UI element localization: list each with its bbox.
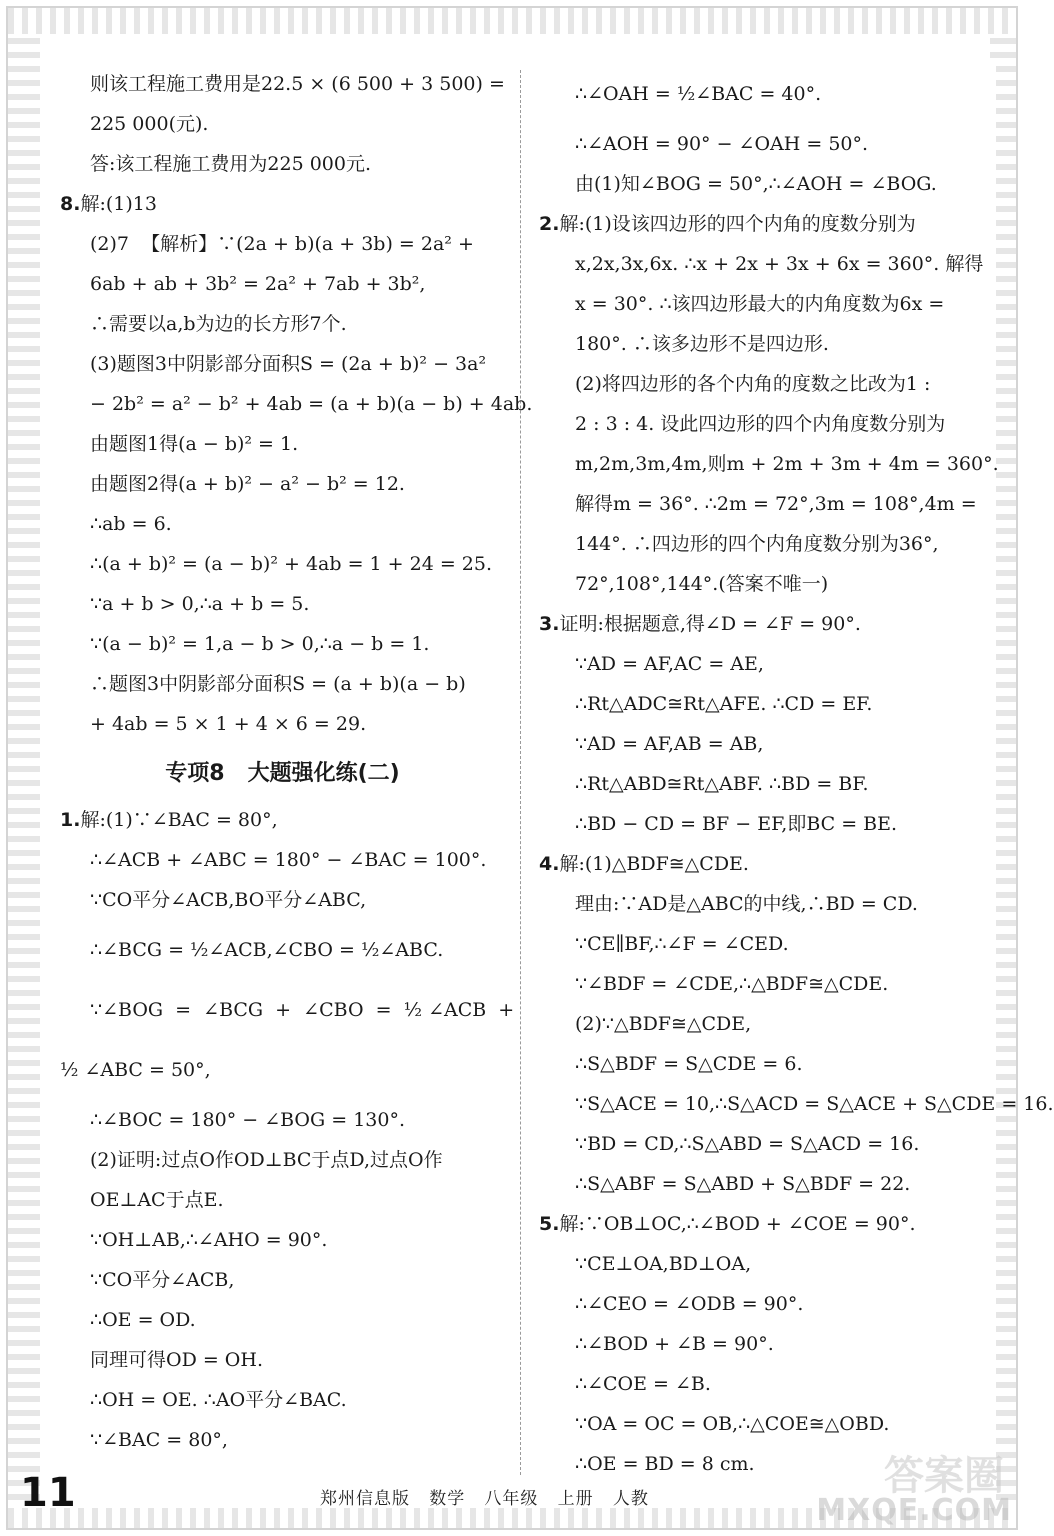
text-line: − 2b² = a² − b² + 4ab = (a + b)(a − b) + 4ab. bbox=[90, 393, 533, 415]
text-line: 144°. ∴四边形的四个内角度数分别为36°, bbox=[575, 533, 939, 555]
text-line: ∵a + b > 0,∴a + b = 5. bbox=[90, 593, 310, 615]
text-line: 225 000(元). bbox=[90, 113, 209, 135]
text-line: 答:该工程施工费用为225 000元. bbox=[90, 153, 372, 175]
text-line: 解:(1)13 bbox=[80, 193, 157, 215]
text-line: 证明:根据题意,得∠D = ∠F = 90°. bbox=[559, 613, 861, 635]
text-line: ∴∠ACB + ∠ABC = 180° − ∠BAC = 100°. bbox=[90, 849, 487, 871]
page-number: 11 bbox=[20, 1470, 76, 1516]
text-line: ∴S△BDF = S△CDE = 6. bbox=[575, 1053, 803, 1075]
question-number: 8. bbox=[60, 193, 81, 215]
text-line: 解:(1)设该四边形的四个内角的度数分别为 bbox=[559, 213, 916, 235]
text-line: ∵∠BOG = ∠BCG + ∠CBO = ½ ∠ACB + bbox=[90, 999, 515, 1021]
text-line: ∴题图3中阴影部分面积S = (a + b)(a − b) bbox=[90, 673, 466, 695]
left-column bbox=[60, 64, 533, 1460]
text-line: m,2m,3m,4m,则m + 2m + 3m + 4m = 360°. bbox=[575, 453, 999, 475]
question-1-line bbox=[60, 800, 505, 840]
question-number: 4. bbox=[539, 853, 560, 875]
text-line: ∴∠CEO = ∠ODB = 90°. bbox=[575, 1293, 804, 1315]
text-line: 由(1)知∠BOG = 50°,∴∠AOH = ∠BOG. bbox=[575, 173, 937, 195]
text-line: ∴OE = OD. bbox=[90, 1309, 196, 1331]
text-line: x,2x,3x,6x. ∴x + 2x + 3x + 6x = 360°. 解得 bbox=[575, 253, 984, 275]
text-line: (2)证明:过点O作OD⊥BC于点D,过点O作 bbox=[90, 1149, 443, 1171]
text-line: ∴∠AOH = 90° − ∠OAH = 50°. bbox=[575, 133, 869, 155]
question-number: 5. bbox=[539, 1213, 560, 1235]
book-info: 郑州信息版 数学 八年级 上册 人教 bbox=[320, 1489, 649, 1509]
text-line: (2)将四边形的各个内角的度数之比改为1 : bbox=[575, 373, 931, 395]
text-line: 则该工程施工费用是22.5 × (6 500 + 3 500) = bbox=[90, 73, 505, 95]
text-line: ∴∠OAH = ½∠BAC = 40°. bbox=[575, 83, 822, 105]
text-line: (2)∵△BDF≅△CDE, bbox=[575, 1013, 752, 1035]
question-5-line bbox=[539, 1204, 990, 1244]
section-heading: 专项8 大题强化练(二) bbox=[165, 761, 400, 786]
text-line: ∵AD = AF,AB = AB, bbox=[575, 733, 764, 755]
text-line: 同理可得OD = OH. bbox=[90, 1349, 263, 1371]
text-line: ∴OE = BD = 8 cm. bbox=[575, 1453, 755, 1475]
text-line: 由题图1得(a − b)² = 1. bbox=[90, 433, 299, 455]
text-line: ∴需要以a,b为边的长方形7个. bbox=[90, 313, 347, 335]
text-line: ∴∠BCG = ½∠ACB,∠CBO = ½∠ABC. bbox=[90, 939, 444, 961]
watermark-logo-text: 答案圈 bbox=[884, 1453, 1004, 1499]
text-line: ∵(a − b)² = 1,a − b > 0,∴a − b = 1. bbox=[90, 633, 430, 655]
right-column bbox=[539, 64, 1054, 1484]
text-line: ∴Rt△ADC≅Rt△AFE. ∴CD = EF. bbox=[575, 693, 873, 715]
text-line: ∵S△ACE = 10,∴S△ACD = S△ACE + S△CDE = 16. bbox=[575, 1093, 1054, 1115]
text-line: ∵∠BDF = ∠CDE,∴△BDF≅△CDE. bbox=[575, 973, 889, 995]
text-line: ∴(a + b)² = (a − b)² + 4ab = 1 + 24 = 25. bbox=[90, 553, 493, 575]
text-line: ∵CO平分∠ACB,BO平分∠ABC, bbox=[90, 889, 367, 911]
text-line: 解:(1)△BDF≅△CDE. bbox=[559, 853, 749, 875]
text-line: ∵OH⊥AB,∴∠AHO = 90°. bbox=[90, 1229, 328, 1251]
text-line: 180°. ∴该多边形不是四边形. bbox=[575, 333, 829, 355]
watermark-site-text: MXQE.COM bbox=[816, 1493, 1012, 1528]
text-line: OE⊥AC于点E. bbox=[90, 1189, 224, 1211]
text-line: ∵CE⊥OA,BD⊥OA, bbox=[575, 1253, 752, 1275]
watermark-logo bbox=[816, 1442, 1012, 1528]
text-line: 由题图2得(a + b)² − a² − b² = 12. bbox=[90, 473, 405, 495]
question-8-line bbox=[60, 184, 505, 224]
text-line: (3)题图3中阴影部分面积S = (2a + b)² − 3a² bbox=[90, 353, 487, 375]
text-line: ∵BD = CD,∴S△ABD = S△ACD = 16. bbox=[575, 1133, 920, 1155]
question-number: 3. bbox=[539, 613, 560, 635]
text-line: 72°,108°,144°.(答案不唯一) bbox=[575, 573, 829, 595]
question-2-line bbox=[539, 204, 990, 244]
text-line: ∴BD − CD = BF − EF,即BC = BE. bbox=[575, 813, 898, 835]
text-line: 理由:∵AD是△ABC的中线,∴BD = CD. bbox=[575, 893, 918, 915]
text-line: ∵AD = AF,AC = AE, bbox=[575, 653, 764, 675]
text-line: 2 : 3 : 4. 设此四边形的四个内角度数分别为 bbox=[575, 413, 946, 435]
question-number: 2. bbox=[539, 213, 560, 235]
text-line: 6ab + ab + 3b² = 2a² + 7ab + 3b², bbox=[90, 273, 426, 295]
text-line: (2)7 【解析】∵(2a + b)(a + 3b) = 2a² + bbox=[90, 233, 474, 255]
text-line: 解:(1)∵∠BAC = 80°, bbox=[80, 809, 278, 831]
text-line: ∵OA = OC = OB,∴△COE≅△OBD. bbox=[575, 1413, 890, 1435]
text-line: ∵CO平分∠ACB, bbox=[90, 1269, 235, 1291]
question-3-line bbox=[539, 604, 990, 644]
text-line: ∴∠COE = ∠B. bbox=[575, 1373, 711, 1395]
text-line: 解:∵OB⊥OC,∴∠BOD + ∠COE = 90°. bbox=[559, 1213, 916, 1235]
text-line: ∴Rt△ABD≅Rt△ABF. ∴BD = BF. bbox=[575, 773, 869, 795]
text-line: ∴OH = OE. ∴AO平分∠BAC. bbox=[90, 1389, 347, 1411]
text-line: ½ ∠ABC = 50°, bbox=[60, 1059, 211, 1081]
text-line: x = 30°. ∴该四边形最大的内角度数为6x = bbox=[575, 293, 945, 315]
text-line: 解得m = 36°. ∴2m = 72°,3m = 108°,4m = bbox=[575, 493, 977, 515]
text-line: + 4ab = 5 × 1 + 4 × 6 = 29. bbox=[90, 713, 367, 735]
text-line: ∴ab = 6. bbox=[90, 513, 172, 535]
text-line: ∴∠BOD + ∠B = 90°. bbox=[575, 1333, 774, 1355]
text-line: ∵CE∥BF,∴∠F = ∠CED. bbox=[575, 933, 789, 955]
question-number: 1. bbox=[60, 809, 81, 831]
column-divider bbox=[520, 70, 521, 1475]
text-line: ∴∠BOC = 180° − ∠BOG = 130°. bbox=[90, 1109, 405, 1131]
question-4-line bbox=[539, 844, 990, 884]
text-line: ∴S△ABF = S△ABD + S△BDF = 22. bbox=[575, 1173, 911, 1195]
text-line: ∵∠BAC = 80°, bbox=[90, 1429, 228, 1451]
